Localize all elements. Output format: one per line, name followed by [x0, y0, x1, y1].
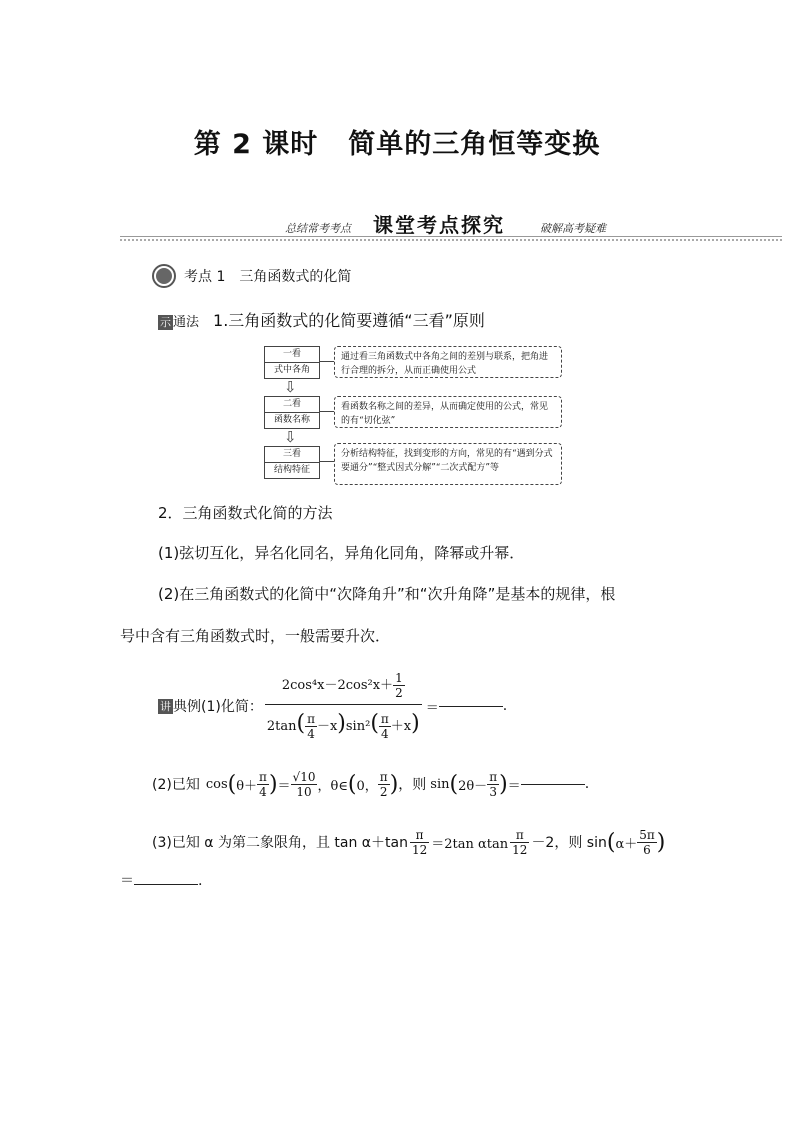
kaodian-heading	[152, 262, 365, 290]
answer-blank[interactable]	[521, 784, 585, 785]
section-left-caption: 总结常考考点	[285, 222, 351, 235]
kaodian-label: 考点 1	[184, 269, 226, 285]
example-3-answer: ＝ .	[120, 873, 203, 889]
flow-connector	[320, 361, 334, 362]
flow-connector	[320, 411, 334, 412]
answer-blank[interactable]	[134, 884, 198, 885]
q1-prefix: (1)化简：	[201, 699, 263, 715]
flow-step-desc: 分析结构特征，找到变形的方向，常见的有“遇到分式要通分”“整式因式分解”“二次式配方”等	[334, 443, 562, 485]
q3-prefix: (3)已知 α 为第二象限角，且 tan α＋tan	[152, 835, 408, 851]
shitong-heading	[158, 308, 485, 331]
section-divider-dotted	[120, 239, 782, 241]
section-title: 课堂考点探究	[373, 213, 505, 237]
down-arrow-icon: ⇩	[284, 378, 297, 396]
flow-step-desc: 看函数名称之间的差异，从而确定使用的公式，常见的有“切化弦”	[334, 396, 562, 428]
q2-prefix: (2)已知	[152, 777, 200, 793]
section-divider	[120, 236, 782, 237]
flow-step-desc: 通过看三角函数式中各角之间的差别与联系，把角进行合理的拆分，从而正确使用公式	[334, 346, 562, 378]
method-point-2: (2)在三角函数式的化简中“次降角升”和“次升角降”是基本的规律，根	[158, 585, 616, 603]
example-3: (3)已知 α 为第二象限角，且 tan α＋tan $\frac{\pi}{12}$ ＝2tan αtan $\frac{\pi}{12}$ －2，则 sin ( α＋ $\frac{5\pi}{6}$ )	[152, 827, 666, 857]
principle-heading: 1.三角函数式的化简要遵循“三看”原则	[213, 311, 485, 330]
example-1: 讲 典例 (1)化简： 2cos⁴x－2cos²x＋ $\frac{1}{2}$ 2tan( $\frac{\pi}{4}$ －x)sin²( $\frac{\pi}{4}$ ＋x) ＝ .	[160, 671, 508, 741]
down-arrow-icon: ⇩	[284, 428, 297, 446]
section-right-caption: 破解高考疑难	[540, 222, 606, 235]
lesson-topic: 简单的三角恒等变换	[348, 129, 601, 160]
jiang-tag-icon: 讲	[160, 699, 171, 713]
example-2: (2)已知 cos ( θ＋ $\frac{\pi}{4}$ ) ＝ $\frac{√10}{10}$ ，θ∈ ( 0， $\frac{\pi}{2}$ ) ，则 sin ( 2θ－ $\frac{\pi}{3}$ ) ＝ .	[152, 769, 590, 799]
shi-tag-icon: 示	[160, 316, 171, 329]
answer-blank[interactable]	[439, 706, 503, 707]
method-heading: 2．三角函数式化简的方法	[158, 504, 333, 522]
page-title	[0, 122, 794, 161]
flow-step-label: 三看 结构特征	[264, 446, 320, 479]
flow-step-label: 二看 函数名称	[264, 396, 320, 429]
method-point-1: (1)弦切互化，异名化同名，异角化同角，降幂或升幂．	[158, 544, 525, 562]
kaodian-name: 三角函数式的化简	[239, 269, 352, 285]
example-label: 典例	[173, 699, 201, 715]
q1-expression: 2cos⁴x－2cos²x＋ $\frac{1}{2}$ 2tan( $\frac{\pi}{4}$ －x)sin²( $\frac{\pi}{4}$ ＋x)	[266, 671, 420, 741]
section-header	[120, 206, 782, 240]
flow-step-label: 一看 式中各角	[264, 346, 320, 379]
lesson-number: 第 2 课时	[193, 129, 319, 160]
shitong-label: 通法	[173, 315, 200, 330]
method-point-2-cont: 号中含有三角函数式时，一般需要升次．	[120, 627, 391, 645]
flow-connector	[320, 461, 334, 462]
circle-bullet-icon	[152, 264, 176, 288]
